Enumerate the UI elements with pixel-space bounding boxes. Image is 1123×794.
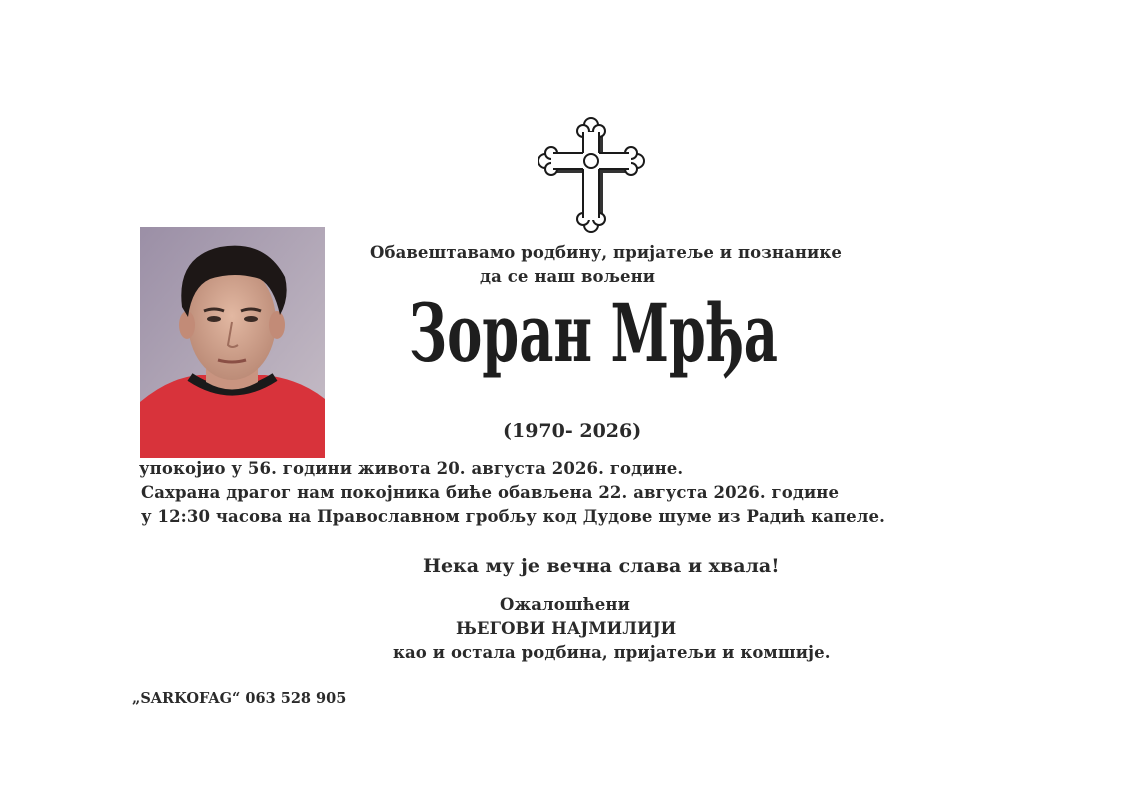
portrait-photo	[140, 227, 325, 458]
intro-line-1: Обавештавамо родбину, пријатеље и познанике	[370, 243, 842, 262]
funeral-service-footer: „SARKOFAG“ 063 528 905	[132, 690, 347, 707]
mourners-main: ЊЕГОВИ НАЈМИЛИЈИ	[456, 619, 677, 638]
deceased-name: Зоран Мрђа	[409, 286, 778, 380]
body-line-3: у 12:30 часова на Православном гробљу код Дудове шуме из Радић капеле.	[141, 507, 885, 526]
blessing: Нека му је вечна слава и хвала!	[423, 555, 780, 577]
orthodox-cross-icon	[538, 116, 646, 234]
body-line-1: упокојио у 56. години живота 20. августа 2026. године.	[139, 459, 684, 478]
intro-line-2: да се наш вољени	[480, 267, 656, 286]
mourners-rest: као и остала родбина, пријатељи и комшије.	[393, 643, 831, 662]
mourners-title: Ожалошћени	[500, 595, 630, 614]
life-years: (1970- 2026)	[503, 420, 642, 442]
body-line-2: Сахрана драгог нам покојника биће обављена 22. августа 2026. године	[141, 483, 840, 502]
